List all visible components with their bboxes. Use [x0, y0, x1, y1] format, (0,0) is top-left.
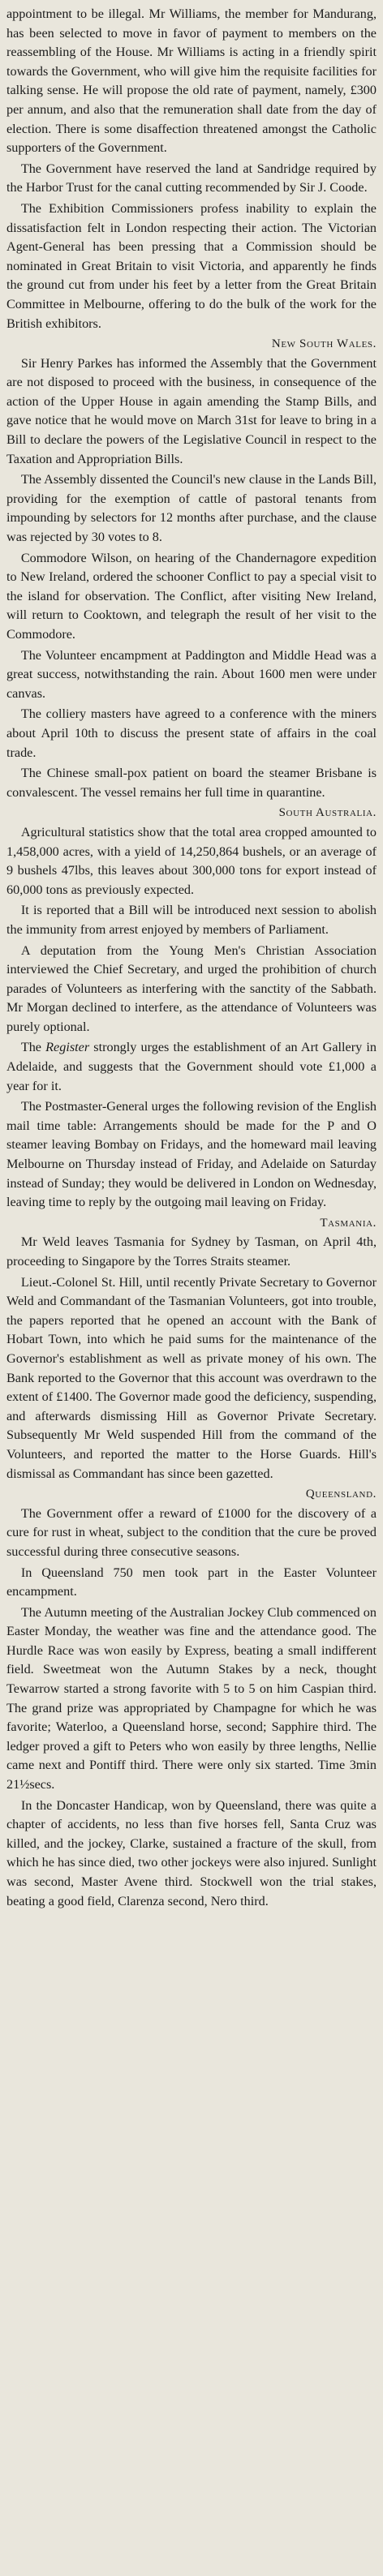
paragraph-exhibition-commissioners: The Exhibition Commissioners profess inability to explain the dissatisfaction felt in London respecting their action. The Victorian Agent-General has been pressing that a Commission should be nominated in Great Britain to visit Victoria, and apparently he finds the ground cut from under his feet by a letter from the Great Britain Committee in Melbourne, offering to do the bulk of the work for the British exhibitors. [6, 200, 377, 331]
paragraph-commodore-wilson: Commodore Wilson, on hearing of the Chandernagore expedition to New Ireland, ordered the schooner Conflict to pay a special visit to the island for observation. The Conflict, after visiting New Ireland, will return to Cooktown, and telegraph the result of her visit to the Commodore. [6, 550, 377, 642]
register-newspaper-title: Register [45, 1040, 90, 1055]
paragraph-rust-reward: The Government offer a reward of £1000 for the discovery of a cure for rust in wheat, subject to the condition that the cure be proved successful during three consecutive seasons. [6, 1505, 377, 1559]
paragraph-register-art-gallery [6, 1038, 377, 1096]
paragraph-colliery-masters: The colliery masters have agreed to a conference with the miners about April 10th to discuss the present state of affairs in the coal trade. [6, 706, 377, 760]
paragraph-lands-bill: The Assembly dissented the Council's new clause in the Lands Bill, providing for the exemption of cattle of pastoral tenants from impounding by selectors for 12 months after purchase, and the clause was rejected by 30 votes to 8. [6, 472, 377, 545]
section-heading-south-australia: South Australia. [278, 806, 377, 820]
paragraph-agricultural-statistics: Agricultural statistics show that the total area cropped amounted to 1,458,000 acres, with a yield of 14,250,864 bushels, or an average of 9 bushels 47lbs, this leaves about 300,000 tons for export instead of 60,000 tons as previously expected. [6, 824, 377, 897]
paragraph-colonel-st-hill: Lieut.-Colonel St. Hill, until recently Private Secretary to Governor Weld and Commandant of the Tasmanian Volunteers, got into trouble, the papers reported that he opened an account with the Bank of Hobart Town, into which he paid sums for the maintenance of the Governor's establishment as well as private money of his own. The Bank reported to the Governor that this account was overdrawn to the extent of £1400. The Governor made good the deficiency, suspending, and afterwards dismissing Hill as Governor Private Secretary. Subsequently Mr Weld suspended Hill from the command of the Volunteers, and reported the matter to the Horse Guards. Hill's dismissal as Commandant has since been gazetted. [6, 1274, 377, 1481]
section-heading-new-south-wales: New South Wales. [271, 337, 377, 351]
paragraph-sandridge-canal: The Government have reserved the land at Sandridge required by the Harbor Trust for the canal cutting recommended by Sir J. Coode. [6, 161, 377, 195]
paragraph-payment-to-members: appointment to be illegal. Mr Williams, the member for Mandurang, has been selected to move in favor of payment to members on the reassembling of the House. Mr Williams is acting in a friendly spirit towards the Government, who will give him the requisite facilities for talking sense. He will propose the old rate of payment, namely, £300 per annum, and also that the remuneration shall date from the day of election. There is some disaffection threatened amongst the Catholic supporters of the Government. [6, 6, 377, 156]
paragraph-parkes-stamp-bills: Sir Henry Parkes has informed the Assembly that the Government are not disposed to proceed with the business, in consequence of the action of the Upper House in again amending the Stamp Bills, and gave notice that he would move on March 31st for leave to bring in a Bill to declare the powers of the Legislative Council in respect to the Taxation and Appropriation Bills. [6, 355, 377, 466]
paragraph-volunteer-encampment: The Volunteer encampment at Paddington and Middle Head was a great success, notwithstanding the rain. About 1600 men were under canvas. [6, 647, 377, 701]
paragraph-easter-encampment: In Queensland 750 men took part in the Easter Volunteer encampment. [6, 1565, 377, 1599]
section-heading-tasmania: Tasmania. [320, 1216, 377, 1230]
paragraph-postmaster-general: The Postmaster-General urges the following revision of the English mail time table: Arrangements should be made for the P and O steamer leaving Bombay on Fridays, and the homeward mail leaving Melbourne on Thursday instead of Friday, and Adelaide on Saturday instead of Sunday; they would be delivered in London on Wednesday, leaving time to reply by the outgoing mail leaving on Friday. [6, 1099, 377, 1210]
paragraph-doncaster-handicap: In the Doncaster Handicap, won by Queensland, there was quite a chapter of accidents, no less than five horses fell, Santa Cruz was killed, and the jockey, Clarke, sustained a fracture of the skull, from which he has since died, two other jockeys were also injured. Sunlight was second, Master Avene third. Stockwell won the trial stakes, beating a good field, Clarenza second, Nero third. [6, 1797, 377, 1908]
paragraph-parliament-immunity-bill: It is reported that a Bill will be introduced next session to abolish the immunity from arrest enjoyed by members of Parliament. [6, 903, 377, 937]
register-text: strongly urges the establishment of an Art Gallery in Adelaide, and suggests that the Government should vote £1,000 a year for it. [6, 1040, 377, 1093]
paragraph-weld-departure: Mr Weld leaves Tasmania for Sydney by Tasman, on April 4th, proceeding to Singapore by the Torres Straits steamer. [6, 1234, 377, 1269]
section-heading-queensland: Queensland. [305, 1488, 377, 1501]
paragraph-jockey-club-meeting: The Autumn meeting of the Australian Jockey Club commenced on Easter Monday, the weather was fine and the attendance good. The Hurdle Race was won easily by Express, beating a small indifferent field. Sweetmeat won the Autumn Stakes by a neck, thought Tewarrow started a strong favorite with 5 to 5 on him Caspian third. The grand prize was appropriated by Champagne for which he was favorite; Waterloo, a Queensland horse, second; Sapphire third. The ledger proved a gift to Peters who won easily by three lengths, Nellie came next and Pontiff third. There were only six started. Time 3min 21½secs. [6, 1604, 377, 1792]
newspaper-column [6, 0, 377, 1911]
paragraph-ymca-deputation: A deputation from the Young Men's Christian Association interviewed the Chief Secretary, and urged the prohibition of church parades of Volunteers as interfering with the sanctity of the Sabbath. Mr Morgan declined to interfere, as the attendance of Volunteers was purely optional. [6, 942, 377, 1034]
register-prefix: The [20, 1040, 46, 1055]
paragraph-smallpox-patient: The Chinese small-pox patient on board the steamer Brisbane is convalescent. The vessel remains her full time in quarantine. [6, 766, 377, 800]
